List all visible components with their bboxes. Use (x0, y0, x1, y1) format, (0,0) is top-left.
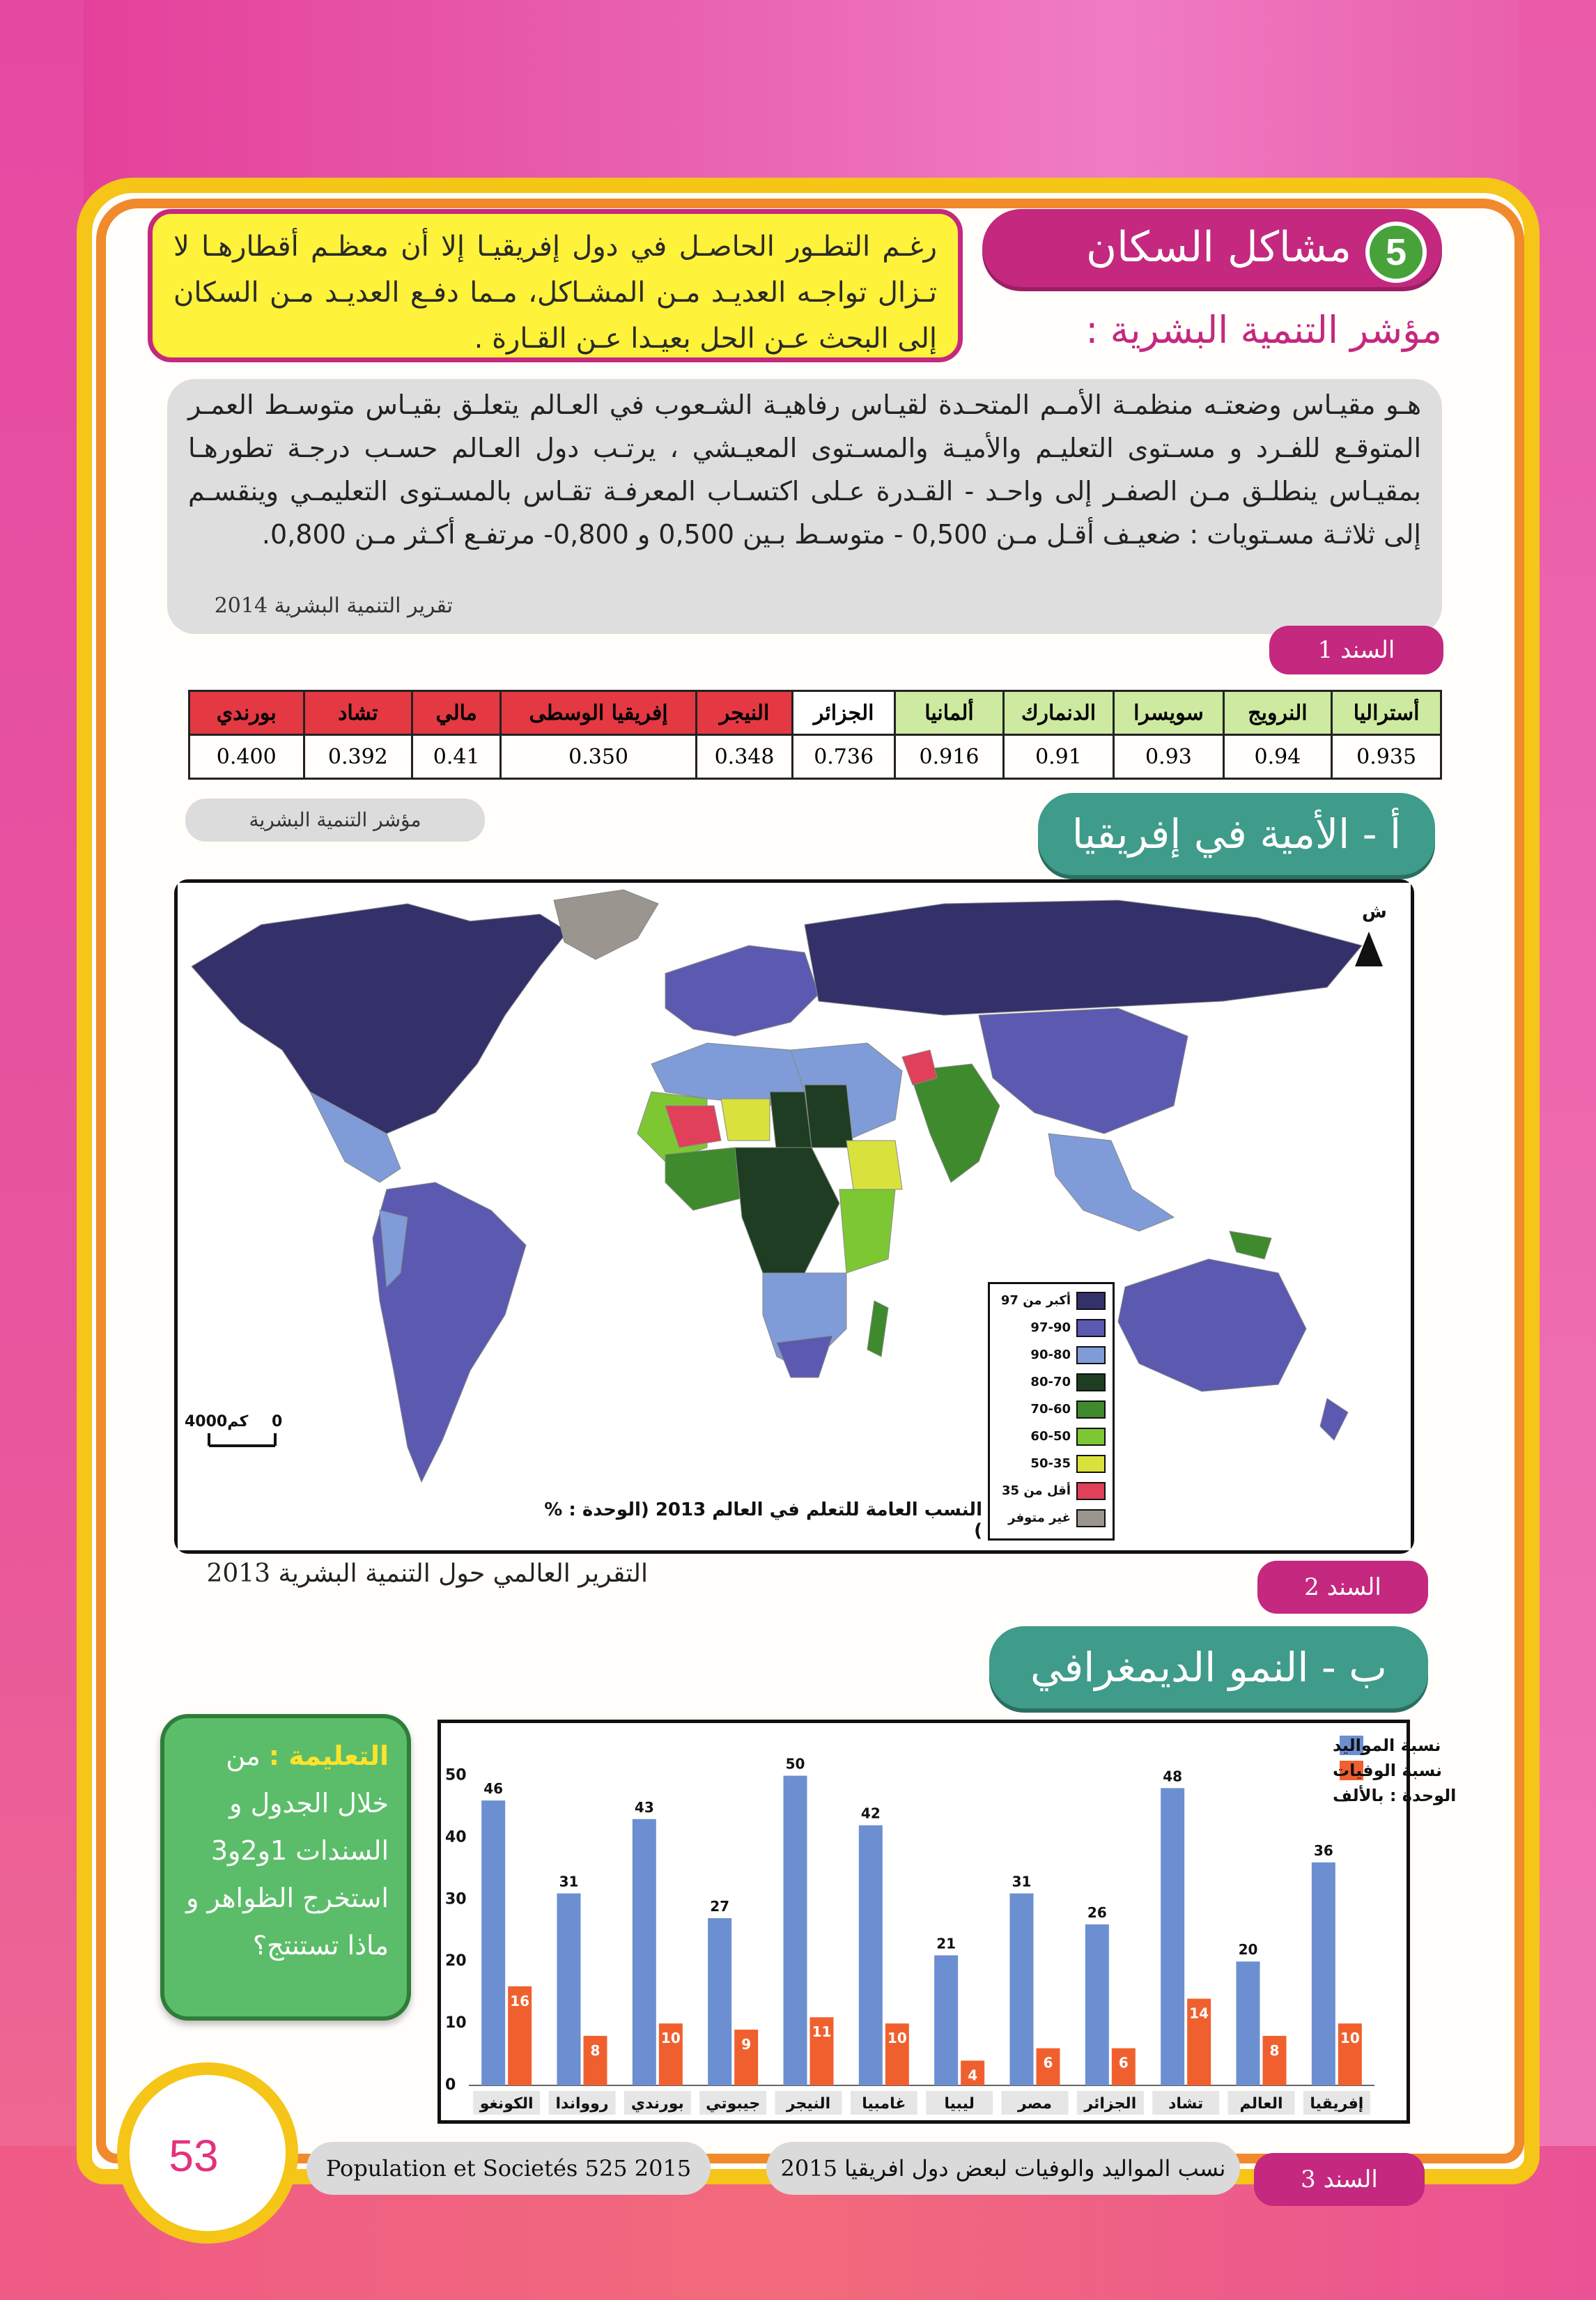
chart-svg (441, 1723, 1457, 2120)
chart-caption: نسب المواليد والوفيات لبعض دول افريقيا 2015 (766, 2142, 1240, 2195)
scale-zero-label: 0 (272, 1413, 283, 1430)
death-value-label: 9 (741, 2036, 752, 2053)
legend-row-3 (994, 1371, 1108, 1394)
legend-swatch-8 (1076, 1509, 1106, 1527)
map-ethiopia (846, 1141, 902, 1189)
legend-label-5: 60-50 (1030, 1429, 1071, 1444)
hdi-value-5: 0.736 (793, 735, 895, 779)
intro-box: رغـم التطـور الحاصـل في دول إفريقيـا إلا أن معظـم أقطارهـا لا تـزال تواجـه العديـد مـن المشـاكل، مـما دفـع العديـد مـن السكان إلى البحث عـن الحل بعيـدا عـن القـارة . (148, 209, 963, 362)
legend-row-2 (994, 1344, 1108, 1366)
legend-row-5 (994, 1426, 1108, 1448)
document-label-2: السند 2 (1257, 1561, 1428, 1614)
hdi-table (188, 690, 1442, 780)
birth-value-label: 42 (860, 1805, 881, 1822)
death-value-label: 10 (1340, 2030, 1360, 2047)
hdi-country-5: الجزائر (793, 691, 895, 735)
legend-deaths-label: نسبة الوفيات (1333, 1761, 1443, 1780)
hdi-country-3: الدنمارك (1003, 691, 1113, 735)
hdi-value-10: 0.400 (189, 735, 304, 779)
birth-bar (1237, 1961, 1260, 2085)
instruction-key: التعليمة : (268, 1741, 389, 1771)
legend-row-8 (994, 1507, 1108, 1529)
map-niger (721, 1099, 770, 1141)
legend-row-0 (994, 1290, 1108, 1312)
legend-label-7: أقل من 35 (1002, 1483, 1071, 1498)
birth-bar (1085, 1924, 1109, 2085)
category-label: العالم (1239, 2095, 1283, 2113)
hdi-country-6: النيجر (696, 691, 792, 735)
legend-swatch-0 (1076, 1292, 1106, 1310)
instruction-text: من خلال الجدول و السندات 1و2و3 استخرج الظواهر و ماذا تستنتج؟ (186, 1741, 389, 1961)
hdi-heading: مؤشر التنمية البشرية : (1085, 308, 1442, 352)
category-label: إفريقيا (1310, 2095, 1364, 2113)
birth-bar (633, 1819, 656, 2085)
hdi-value-8: 0.41 (412, 735, 501, 779)
hdi-values-row (189, 735, 1441, 779)
death-value-label: 16 (510, 1992, 530, 2009)
category-label: الجزائر (1084, 2095, 1137, 2113)
birth-value-label: 48 (1163, 1768, 1183, 1785)
birth-value-label: 50 (785, 1755, 805, 1773)
legend-row-1 (994, 1317, 1108, 1339)
category-label: روواندا (555, 2095, 609, 2113)
category-label: غامبيا (862, 2095, 906, 2113)
map-title: النسب العامة للتعلم في العالم 2013 (الوحدة : % ) (544, 1499, 982, 1541)
birth-value-label: 26 (1087, 1904, 1107, 1921)
birth-death-chart (437, 1720, 1457, 2124)
hdi-value-0: 0.935 (1332, 735, 1441, 779)
birth-value-label: 21 (936, 1935, 956, 1952)
birth-bar (784, 1776, 807, 2085)
legend-label-8: غير متوفر (1008, 1511, 1071, 1525)
birth-bar (708, 1918, 731, 2085)
y-tick-label: 30 (445, 1890, 467, 1908)
birth-value-label: 43 (634, 1798, 654, 1816)
death-value-label: 14 (1189, 2005, 1209, 2022)
death-value-label: 10 (887, 2030, 907, 2047)
page-background-left (0, 0, 84, 2300)
death-value-label: 10 (660, 2030, 681, 2047)
legend-births-label: نسبة المواليد (1333, 1736, 1441, 1755)
birth-value-label: 20 (1238, 1941, 1258, 1959)
death-value-label: 6 (1118, 2054, 1129, 2071)
category-label: تشاد (1168, 2095, 1204, 2113)
y-tick-label: 50 (445, 1766, 467, 1784)
table-source: مؤشر التنمية البشرية (185, 798, 485, 842)
legend-label-3: 80-70 (1030, 1375, 1071, 1389)
document-label-3: السند 3 (1254, 2153, 1425, 2206)
legend-swatch-2 (1076, 1346, 1106, 1364)
hdi-value-6: 0.348 (696, 735, 792, 779)
definition-source: تقرير التنمية البشرية 2014 (214, 594, 453, 618)
legend-swatch-5 (1076, 1428, 1106, 1446)
section-number-badge: 5 (1365, 222, 1427, 283)
hdi-country-1: النرويج (1223, 691, 1332, 735)
map-caption: التقرير العالمي حول التنمية البشرية 2013 (206, 1559, 648, 1588)
birth-value-label: 36 (1313, 1842, 1333, 1859)
legend-swatch-3 (1076, 1373, 1106, 1391)
hdi-names-row (189, 691, 1441, 735)
hdi-country-4: ألمانيا (895, 691, 1004, 735)
document-label-1: السند 1 (1269, 626, 1443, 674)
legend-swatch-4 (1076, 1400, 1106, 1419)
birth-bar (934, 1955, 958, 2085)
birth-value-label: 27 (710, 1898, 730, 1915)
source-pill: Population et Societés 525 2015 (307, 2142, 711, 2195)
legend-label-6: 50-35 (1030, 1456, 1071, 1471)
legend-label-1: 97-90 (1030, 1320, 1071, 1335)
hdi-value-7: 0.350 (501, 735, 697, 779)
birth-bar (557, 1893, 581, 2085)
legend-swatch-7 (1076, 1482, 1106, 1500)
map-chad (770, 1092, 812, 1155)
page-number: 53 (169, 2131, 219, 2181)
birth-bar (1161, 1788, 1184, 2085)
category-label: ليبيا (944, 2095, 975, 2113)
birth-value-label: 31 (559, 1873, 579, 1890)
birth-bar (1312, 1862, 1335, 2085)
death-value-label: 11 (812, 2023, 832, 2041)
legend-label-2: 90-80 (1030, 1348, 1071, 1362)
legend-swatch-6 (1076, 1455, 1106, 1473)
legend-row-6 (994, 1453, 1108, 1475)
hdi-country-9: تشاد (304, 691, 412, 735)
legend-swatch-1 (1076, 1319, 1106, 1337)
hdi-value-3: 0.91 (1003, 735, 1113, 779)
hdi-country-7: إفريقيا الوسطى (501, 691, 697, 735)
category-label: الكونغو (479, 2095, 534, 2113)
hdi-value-2: 0.93 (1114, 735, 1224, 779)
hdi-definition: هـو مقيـاس وضعتـه منظمـة الأمـم المتحـدة لقيـاس رفاهيـة الشـعوب في العـالم يتعلـق بقيـاس متوسـط العمـر المتوقـع للفـرد و مسـتوى التعليـم والأميـة والمسـتوى المعيـشي ، يرتـب دول العـالم حسـب درجـة تطورهـا بمقيـاس ينطلـق مـن الصفـر إلى واحـد - القـدرة عـلى اكتسـاب المعرفـة تقـاس بالمسـتوى التعليمـي وينقسـم إلى ثلاثـة مسـتويات : ضعيـف أقـل مـن 0,500 - متوسـط بـين 0,500 و 0,800- مرتفـع أكـثر مـن 0,800. (188, 389, 1421, 550)
category-label: بورندي (630, 2095, 684, 2113)
map-svg (178, 883, 1411, 1550)
legend-label-4: 70-60 (1030, 1402, 1071, 1417)
birth-value-label: 46 (483, 1780, 504, 1798)
map-legend (988, 1282, 1115, 1541)
legend-row-4 (994, 1398, 1108, 1421)
map-sudan (805, 1085, 853, 1148)
birth-bar (859, 1826, 883, 2085)
category-label: النيجر (786, 2095, 831, 2113)
birth-bar (481, 1800, 505, 2085)
legend-label-0: أكبر من 97 (1000, 1293, 1071, 1308)
category-label: جيبوتي (706, 2095, 761, 2113)
demography-heading: ب - النمو الديمغرافي (989, 1626, 1428, 1708)
y-tick-label: 0 (445, 2076, 456, 2094)
y-tick-label: 40 (445, 1828, 467, 1846)
hdi-country-2: سويسرا (1114, 691, 1224, 735)
hdi-value-4: 0.916 (895, 735, 1004, 779)
category-label: مصر (1018, 2095, 1052, 2113)
birth-bar (1010, 1893, 1034, 2085)
section-title: مشاكل السكان (1086, 223, 1351, 272)
hdi-value-9: 0.392 (304, 735, 412, 779)
scale-max-label: 4000كم (185, 1413, 249, 1430)
literacy-heading: أ - الأمية في إفريقيا (1038, 793, 1435, 875)
north-label: ش (1362, 902, 1387, 923)
hdi-value-1: 0.94 (1223, 735, 1332, 779)
instruction-box (160, 1714, 411, 2021)
hdi-country-10: بورندي (189, 691, 304, 735)
hdi-country-8: مالي (412, 691, 501, 735)
hdi-country-0: أستراليا (1332, 691, 1441, 735)
birth-value-label: 31 (1012, 1873, 1032, 1890)
death-value-label: 8 (1269, 2042, 1280, 2059)
death-value-label: 8 (590, 2042, 601, 2059)
death-value-label: 6 (1043, 2054, 1053, 2071)
world-literacy-map (174, 879, 1414, 1554)
y-tick-label: 20 (445, 1952, 467, 1970)
legend-row-7 (994, 1480, 1108, 1502)
death-value-label: 4 (968, 2067, 978, 2084)
y-tick-label: 10 (445, 2014, 467, 2032)
chart-unit-note: الوحدة : بالألف (1333, 1786, 1457, 1805)
